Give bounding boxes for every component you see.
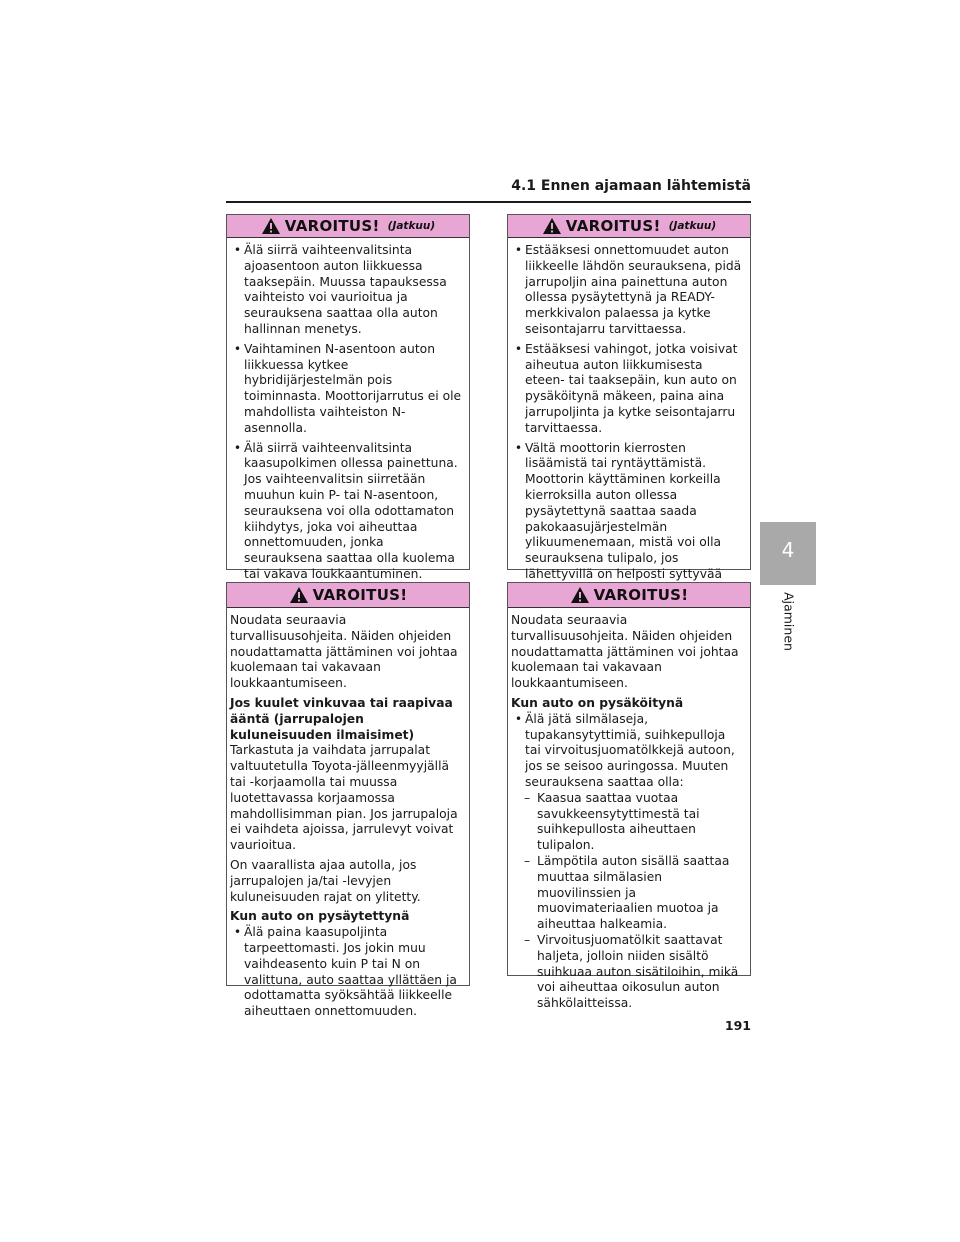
intro-text: Noudata seuraavia turvallisuusohjeita. Näiden ohjeiden noudattamatta jättäminen voi johtaa kuolemaan tai vakavaan loukkaantumiseen. [230, 613, 458, 691]
warning-title: VAROITUS! [312, 586, 408, 604]
warning-header [227, 583, 469, 608]
warning-box-bottom-left [226, 582, 470, 1019]
warning-triangle-icon [542, 217, 562, 235]
list-item: • Estääksesi onnettomuudet auton liikkeelle lähdön seurauksena, pidä jarrupoljin aina painettuna auton ollessa pysäytettynä ja READY-merkkivalon palaessa ja kytke seisontajarru tarvittaessa. [514, 243, 742, 336]
warning-body [227, 238, 469, 593]
warning-title: VAROITUS! [565, 217, 661, 235]
intro-text: Noudata seuraavia turvallisuusohjeita. Näiden ohjeiden noudattamatta jättäminen voi johtaa kuolemaan tai vakavaan loukkaantumiseen. [511, 613, 739, 691]
chapter-number: 4 [781, 538, 795, 562]
list-item: • Älä paina kaasupoljinta tarpeettomasti. Jos jokin muu vaihdeasento kuin P tai N on valittuna, auto saattaa yllättäen ja odottamatta syöksähtää liikkeelle aiheuttaen onnettomuuden. [233, 925, 457, 1019]
list-item: • Vältä moottorin kierrosten lisäämistä tai ryntäyttämistä. Moottorin käyttäminen korkeilla kierroksilla auton ollessa pysäytettynä saattaa saada pakokaasujärjestelmän ylikuumenemaan, mistä voi olla seurauksena tulipalo, jos lähettyvillä on helposti syttyvää [514, 440, 723, 581]
warning-box-bottom-right [507, 582, 751, 1011]
warning-box-top-left [226, 214, 470, 581]
subheading: Kun auto on pysäköitynä [511, 695, 684, 710]
sub-list-item: – Kaasua saattaa vuotaa savukkeensytyttimestä tai suihkepullosta aiheuttaen tulipalon. [524, 790, 700, 853]
warning-header [227, 215, 469, 238]
warning-triangle-icon [570, 586, 590, 604]
warning-header [508, 583, 750, 608]
continued-label: (Jatkuu) [387, 220, 436, 232]
list-item: • Älä siirrä vaihteenvalitsinta kaasupolkimen ollessa painettuna. Jos vaihteenvalitsin siirretään muuhun kuin P- tai N-asentoon, seurauksena voi olla odottamaton kiihdytys, joka voi aiheuttaa onnettomuuden, jonka seurauksena saattaa olla kuolema tai vakava loukkaantuminen. [233, 440, 458, 581]
chapter-label: Ajaminen [781, 592, 797, 651]
subheading: Jos kuulet vinkuvaa tai raapivaa ääntä (jarrupalojen kuluneisuuden ilmaisimet) [230, 695, 453, 742]
chapter-label-container [775, 592, 803, 654]
subheading: Kun auto on pysäytettynä [230, 909, 410, 924]
warning-triangle-icon [289, 586, 309, 604]
continued-label: (Jatkuu) [668, 220, 717, 232]
warning-header [508, 215, 750, 238]
list-item: • Vaihtaminen N-asentoon auton liikkuessa kytkee hybridijärjestelmän pois toiminnasta. Moottorijarrutus ei ole mahdollista vaihteiston N-asennolla. [233, 341, 462, 435]
warning-triangle-icon [261, 217, 281, 235]
sub-list-item: – Virvoitusjuomatölkit saattavat haljeta, jolloin niiden sisältö suihkuaa auton sisätiloihin, mikä voi aiheuttaa oikosulun auton sähkölaitteissa. [524, 932, 739, 1011]
list-item: • Estääksesi vahingot, jotka voisivat aiheutua auton liikkumisesta eteen- tai taaksepäin, kun auto on pysäköitynä mäkeen, paina aina jarrupoljinta ja kytke seisontajarru tarvittaessa. [514, 341, 738, 435]
warning-body [227, 608, 469, 1030]
warning-title: VAROITUS! [284, 217, 380, 235]
paragraph: On vaarallista ajaa autolla, jos jarrupalojen ja/tai -levyjen kuluneisuuden rajat on ylitetty. [230, 857, 421, 904]
sub-list-item: – Lämpötila auton sisällä saattaa muuttaa silmälasien muovilinssien ja muovimateriaalien muotoa ja aiheuttaa halkeamia. [524, 853, 730, 932]
chapter-tab [760, 522, 816, 585]
header-rule [226, 201, 751, 203]
paragraph: Tarkastuta ja vaihdata jarrupalat valtuutetulla Toyota-jälleenmyyjällä tai -korjaamolla tai muussa luotettavassa korjaamossa mahdollisimman pian. Jos jarrupaloja ei vaihdeta ajoissa, jarrulevyt voivat vaurioitua. [230, 743, 458, 853]
page-number: 191 [724, 1018, 751, 1033]
warning-body [508, 608, 750, 1018]
list-item: • Älä jätä silmälaseja, tupakansytyttimiä, suihkepulloja tai virvoitusjuomatölkkejä autoon, jos se seisoo auringossa. Muuten seurauksena saattaa olla: [514, 711, 735, 789]
warning-body [508, 238, 750, 609]
section-header: 4.1 Ennen ajamaan lähtemistä [511, 178, 751, 194]
warning-box-top-right [507, 214, 751, 581]
warning-title: VAROITUS! [593, 586, 689, 604]
list-item: • Älä siirrä vaihteenvalitsinta ajoasentoon auton liikkuessa taaksepäin. Muussa tapauksessa vaihteisto voi vaurioitua ja seurauksena saattaa olla auton hallinnan menetys. [233, 243, 447, 336]
